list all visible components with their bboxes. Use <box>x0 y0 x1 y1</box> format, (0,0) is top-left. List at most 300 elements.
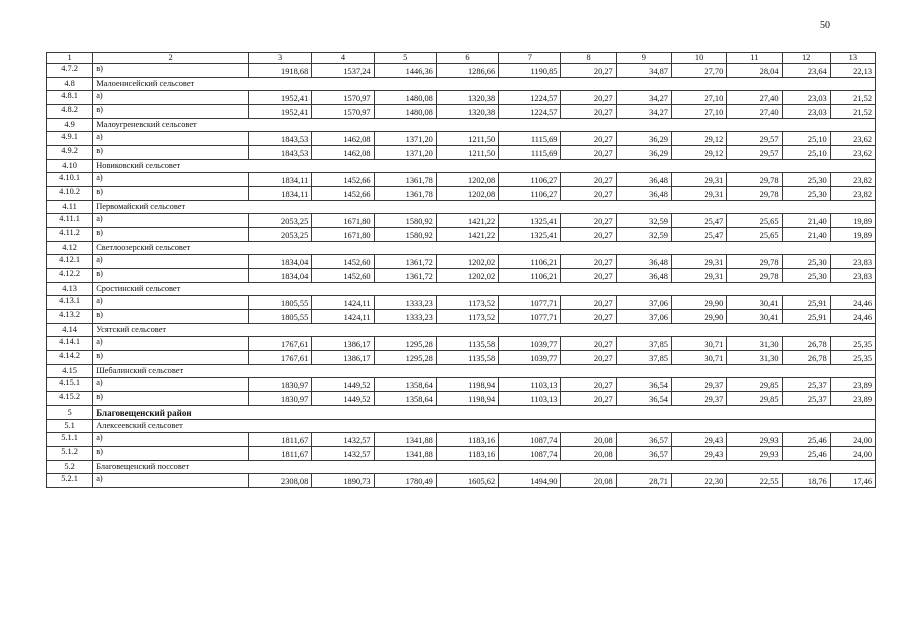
value-cell: 24,46 <box>830 296 875 310</box>
value-cell: 1183,16 <box>436 433 498 447</box>
value-cell: 1605,62 <box>436 474 498 488</box>
row-label: в) <box>93 228 249 242</box>
section-number: 5.2 <box>47 461 93 474</box>
value-cell: 36,57 <box>616 447 671 461</box>
row-label: в) <box>93 310 249 324</box>
value-cell: 29,78 <box>727 255 782 269</box>
value-cell: 36,48 <box>616 187 671 201</box>
value-cell: 29,93 <box>727 433 782 447</box>
column-number: 5 <box>374 53 436 64</box>
value-cell: 30,71 <box>671 337 726 351</box>
value-cell: 1106,27 <box>499 187 561 201</box>
value-cell: 1358,64 <box>374 378 436 392</box>
value-cell: 1843,53 <box>248 132 311 146</box>
value-cell: 20,27 <box>561 310 616 324</box>
value-cell: 1830,97 <box>248 392 311 406</box>
table-row <box>47 187 876 201</box>
section-heading-row <box>47 242 876 255</box>
row-number: 4.11.1 <box>47 214 93 228</box>
value-cell: 37,06 <box>616 296 671 310</box>
value-cell: 1202,02 <box>436 255 498 269</box>
value-cell: 20,27 <box>561 392 616 406</box>
value-cell: 1087,74 <box>499 447 561 461</box>
value-cell: 1361,72 <box>374 269 436 283</box>
section-number: 4.10 <box>47 160 93 173</box>
value-cell: 21,40 <box>782 214 830 228</box>
value-cell: 36,48 <box>616 269 671 283</box>
row-number: 4.15.1 <box>47 378 93 392</box>
section-number: 4.15 <box>47 365 93 378</box>
tariff-table <box>46 52 876 488</box>
column-number: 9 <box>616 53 671 64</box>
column-number: 4 <box>312 53 374 64</box>
value-cell: 1224,57 <box>499 91 561 105</box>
row-label: в) <box>93 146 249 160</box>
value-cell: 1570,97 <box>312 91 374 105</box>
value-cell: 1198,94 <box>436 392 498 406</box>
row-label: а) <box>93 433 249 447</box>
value-cell: 1190,85 <box>499 64 561 78</box>
value-cell: 1386,17 <box>312 351 374 365</box>
value-cell: 1224,57 <box>499 105 561 119</box>
table-row <box>47 392 876 406</box>
table-row <box>47 269 876 283</box>
value-cell: 1580,92 <box>374 214 436 228</box>
value-cell: 29,43 <box>671 433 726 447</box>
value-cell: 23,83 <box>830 255 875 269</box>
value-cell: 1135,58 <box>436 351 498 365</box>
value-cell: 21,52 <box>830 105 875 119</box>
value-cell: 1202,02 <box>436 269 498 283</box>
value-cell: 1286,66 <box>436 64 498 78</box>
section-heading-row <box>47 365 876 378</box>
value-cell: 20,27 <box>561 255 616 269</box>
value-cell: 1106,21 <box>499 255 561 269</box>
value-cell: 29,90 <box>671 310 726 324</box>
value-cell: 1106,27 <box>499 173 561 187</box>
value-cell: 29,12 <box>671 132 726 146</box>
value-cell: 1452,66 <box>312 187 374 201</box>
row-number: 4.10.2 <box>47 187 93 201</box>
table-row <box>47 91 876 105</box>
value-cell: 32,59 <box>616 214 671 228</box>
value-cell: 29,37 <box>671 378 726 392</box>
table-row <box>47 351 876 365</box>
column-number: 8 <box>561 53 616 64</box>
section-number: 5 <box>47 406 93 420</box>
value-cell: 2308,08 <box>248 474 311 488</box>
section-name: Благовещенский поссовет <box>93 461 876 474</box>
value-cell: 1198,94 <box>436 378 498 392</box>
value-cell: 20,27 <box>561 214 616 228</box>
table-row <box>47 146 876 160</box>
row-label: в) <box>93 64 249 78</box>
row-number: 5.1.1 <box>47 433 93 447</box>
value-cell: 21,40 <box>782 228 830 242</box>
value-cell: 25,37 <box>782 378 830 392</box>
section-heading-row <box>47 201 876 214</box>
value-cell: 20,27 <box>561 64 616 78</box>
row-label: в) <box>93 392 249 406</box>
row-label: а) <box>93 91 249 105</box>
value-cell: 1570,97 <box>312 105 374 119</box>
value-cell: 34,87 <box>616 64 671 78</box>
value-cell: 1333,23 <box>374 296 436 310</box>
value-cell: 30,41 <box>727 296 782 310</box>
row-number: 4.12.2 <box>47 269 93 283</box>
value-cell: 1424,11 <box>312 296 374 310</box>
value-cell: 28,71 <box>616 474 671 488</box>
value-cell: 29,57 <box>727 132 782 146</box>
value-cell: 1386,17 <box>312 337 374 351</box>
value-cell: 1480,08 <box>374 105 436 119</box>
value-cell: 20,08 <box>561 447 616 461</box>
row-label: в) <box>93 447 249 461</box>
value-cell: 25,30 <box>782 187 830 201</box>
value-cell: 1106,21 <box>499 269 561 283</box>
value-cell: 1341,88 <box>374 433 436 447</box>
value-cell: 25,10 <box>782 132 830 146</box>
value-cell: 1811,67 <box>248 433 311 447</box>
value-cell: 25,35 <box>830 351 875 365</box>
section-name: Светлоозерский сельсовет <box>93 242 876 255</box>
value-cell: 1452,66 <box>312 173 374 187</box>
row-number: 4.11.2 <box>47 228 93 242</box>
value-cell: 20,08 <box>561 474 616 488</box>
value-cell: 23,82 <box>830 173 875 187</box>
row-number: 4.10.1 <box>47 173 93 187</box>
column-number: 7 <box>499 53 561 64</box>
value-cell: 1432,57 <box>312 447 374 461</box>
value-cell: 37,85 <box>616 351 671 365</box>
value-cell: 25,47 <box>671 228 726 242</box>
value-cell: 1211,50 <box>436 132 498 146</box>
value-cell: 30,71 <box>671 351 726 365</box>
value-cell: 27,70 <box>671 64 726 78</box>
value-cell: 1173,52 <box>436 296 498 310</box>
value-cell: 1039,77 <box>499 337 561 351</box>
section-heading-row <box>47 461 876 474</box>
value-cell: 1361,72 <box>374 255 436 269</box>
value-cell: 23,03 <box>782 91 830 105</box>
value-cell: 36,48 <box>616 255 671 269</box>
row-number: 4.12.1 <box>47 255 93 269</box>
section-heading-row <box>47 324 876 337</box>
value-cell: 1077,71 <box>499 310 561 324</box>
value-cell: 25,46 <box>782 433 830 447</box>
value-cell: 23,89 <box>830 392 875 406</box>
value-cell: 20,27 <box>561 146 616 160</box>
column-number: 2 <box>93 53 249 64</box>
value-cell: 22,13 <box>830 64 875 78</box>
row-number: 4.8.1 <box>47 91 93 105</box>
value-cell: 1371,20 <box>374 146 436 160</box>
section-name: Новиковский сельсовет <box>93 160 876 173</box>
section-heading-row <box>47 119 876 132</box>
value-cell: 34,27 <box>616 105 671 119</box>
row-label: а) <box>93 214 249 228</box>
row-label: а) <box>93 296 249 310</box>
row-label: а) <box>93 255 249 269</box>
value-cell: 30,41 <box>727 310 782 324</box>
value-cell: 1424,11 <box>312 310 374 324</box>
section-number: 4.8 <box>47 78 93 91</box>
value-cell: 20,27 <box>561 105 616 119</box>
value-cell: 29,85 <box>727 378 782 392</box>
column-number-row <box>47 53 876 64</box>
value-cell: 29,43 <box>671 447 726 461</box>
value-cell: 25,30 <box>782 173 830 187</box>
value-cell: 2053,25 <box>248 228 311 242</box>
row-number: 4.15.2 <box>47 392 93 406</box>
section-name: Сростинский сельсовет <box>93 283 876 296</box>
value-cell: 1421,22 <box>436 228 498 242</box>
section-number: 4.9 <box>47 119 93 132</box>
value-cell: 1333,23 <box>374 310 436 324</box>
value-cell: 24,46 <box>830 310 875 324</box>
row-number: 4.9.1 <box>47 132 93 146</box>
value-cell: 1918,68 <box>248 64 311 78</box>
value-cell: 29,93 <box>727 447 782 461</box>
section-name: Первомайский сельсовет <box>93 201 876 214</box>
table-row <box>47 433 876 447</box>
value-cell: 27,40 <box>727 105 782 119</box>
value-cell: 1834,11 <box>248 173 311 187</box>
value-cell: 29,37 <box>671 392 726 406</box>
value-cell: 29,31 <box>671 269 726 283</box>
value-cell: 37,85 <box>616 337 671 351</box>
table-row <box>47 447 876 461</box>
section-heading-row <box>47 283 876 296</box>
section-name: Малоенисейский сельсовет <box>93 78 876 91</box>
value-cell: 36,57 <box>616 433 671 447</box>
value-cell: 1103,13 <box>499 392 561 406</box>
value-cell: 20,27 <box>561 228 616 242</box>
value-cell: 20,27 <box>561 296 616 310</box>
row-number: 4.7.2 <box>47 64 93 78</box>
value-cell: 20,27 <box>561 269 616 283</box>
value-cell: 29,90 <box>671 296 726 310</box>
section-heading-row <box>47 78 876 91</box>
row-label: а) <box>93 132 249 146</box>
value-cell: 26,78 <box>782 351 830 365</box>
value-cell: 29,31 <box>671 255 726 269</box>
section-number: 4.13 <box>47 283 93 296</box>
value-cell: 1805,55 <box>248 310 311 324</box>
value-cell: 25,10 <box>782 146 830 160</box>
value-cell: 1452,60 <box>312 255 374 269</box>
value-cell: 25,91 <box>782 296 830 310</box>
section-name: Малоугреневский сельсовет <box>93 119 876 132</box>
row-label: в) <box>93 187 249 201</box>
district-heading-row <box>47 406 876 420</box>
value-cell: 24,00 <box>830 433 875 447</box>
value-cell: 1462,08 <box>312 132 374 146</box>
section-name: Благовещенский район <box>93 406 876 420</box>
value-cell: 1843,53 <box>248 146 311 160</box>
value-cell: 1183,16 <box>436 447 498 461</box>
table-row <box>47 337 876 351</box>
value-cell: 25,30 <box>782 255 830 269</box>
value-cell: 1480,08 <box>374 91 436 105</box>
value-cell: 1767,61 <box>248 337 311 351</box>
value-cell: 27,10 <box>671 91 726 105</box>
value-cell: 1890,73 <box>312 474 374 488</box>
value-cell: 1325,41 <box>499 228 561 242</box>
value-cell: 1462,08 <box>312 146 374 160</box>
value-cell: 1115,69 <box>499 146 561 160</box>
value-cell: 1103,13 <box>499 378 561 392</box>
table-row <box>47 132 876 146</box>
value-cell: 29,78 <box>727 173 782 187</box>
value-cell: 1834,04 <box>248 269 311 283</box>
value-cell: 25,91 <box>782 310 830 324</box>
row-number: 4.14.1 <box>47 337 93 351</box>
row-label: в) <box>93 269 249 283</box>
value-cell: 25,37 <box>782 392 830 406</box>
value-cell: 1805,55 <box>248 296 311 310</box>
value-cell: 1446,36 <box>374 64 436 78</box>
value-cell: 23,83 <box>830 269 875 283</box>
value-cell: 1537,24 <box>312 64 374 78</box>
value-cell: 20,27 <box>561 378 616 392</box>
column-number: 13 <box>830 53 875 64</box>
row-number: 4.9.2 <box>47 146 93 160</box>
value-cell: 31,30 <box>727 337 782 351</box>
value-cell: 23,62 <box>830 146 875 160</box>
value-cell: 1449,52 <box>312 378 374 392</box>
value-cell: 25,65 <box>727 228 782 242</box>
value-cell: 29,57 <box>727 146 782 160</box>
row-number: 5.2.1 <box>47 474 93 488</box>
value-cell: 21,52 <box>830 91 875 105</box>
value-cell: 28,04 <box>727 64 782 78</box>
value-cell: 1135,58 <box>436 337 498 351</box>
row-label: в) <box>93 105 249 119</box>
section-heading-row <box>47 160 876 173</box>
value-cell: 23,82 <box>830 187 875 201</box>
value-cell: 1087,74 <box>499 433 561 447</box>
value-cell: 1320,38 <box>436 105 498 119</box>
value-cell: 1077,71 <box>499 296 561 310</box>
value-cell: 1295,28 <box>374 351 436 365</box>
column-number: 3 <box>248 53 311 64</box>
value-cell: 37,06 <box>616 310 671 324</box>
value-cell: 25,35 <box>830 337 875 351</box>
value-cell: 25,46 <box>782 447 830 461</box>
table-row <box>47 378 876 392</box>
value-cell: 32,59 <box>616 228 671 242</box>
row-number: 4.13.1 <box>47 296 93 310</box>
section-heading-row <box>47 420 876 433</box>
value-cell: 1202,08 <box>436 173 498 187</box>
value-cell: 20,27 <box>561 351 616 365</box>
value-cell: 36,29 <box>616 146 671 160</box>
value-cell: 1361,78 <box>374 187 436 201</box>
value-cell: 1361,78 <box>374 173 436 187</box>
value-cell: 25,65 <box>727 214 782 228</box>
value-cell: 1173,52 <box>436 310 498 324</box>
value-cell: 20,08 <box>561 433 616 447</box>
value-cell: 27,40 <box>727 91 782 105</box>
table-row <box>47 310 876 324</box>
value-cell: 29,31 <box>671 173 726 187</box>
value-cell: 19,89 <box>830 214 875 228</box>
value-cell: 36,54 <box>616 392 671 406</box>
value-cell: 1671,80 <box>312 228 374 242</box>
value-cell: 1421,22 <box>436 214 498 228</box>
value-cell: 23,03 <box>782 105 830 119</box>
column-number: 1 <box>47 53 93 64</box>
value-cell: 29,12 <box>671 146 726 160</box>
column-number: 10 <box>671 53 726 64</box>
value-cell: 23,62 <box>830 132 875 146</box>
value-cell: 20,27 <box>561 173 616 187</box>
value-cell: 1320,38 <box>436 91 498 105</box>
table-row <box>47 474 876 488</box>
value-cell: 27,10 <box>671 105 726 119</box>
row-label: а) <box>93 173 249 187</box>
section-number: 4.11 <box>47 201 93 214</box>
table-row <box>47 255 876 269</box>
section-number: 4.12 <box>47 242 93 255</box>
value-cell: 29,85 <box>727 392 782 406</box>
section-name: Шебалинский сельсовет <box>93 365 876 378</box>
value-cell: 1358,64 <box>374 392 436 406</box>
value-cell: 1371,20 <box>374 132 436 146</box>
row-label: в) <box>93 351 249 365</box>
table-row <box>47 64 876 78</box>
value-cell: 26,78 <box>782 337 830 351</box>
value-cell: 1341,88 <box>374 447 436 461</box>
value-cell: 1834,11 <box>248 187 311 201</box>
value-cell: 1432,57 <box>312 433 374 447</box>
value-cell: 1811,67 <box>248 447 311 461</box>
value-cell: 34,27 <box>616 91 671 105</box>
value-cell: 1449,52 <box>312 392 374 406</box>
value-cell: 36,54 <box>616 378 671 392</box>
section-number: 4.14 <box>47 324 93 337</box>
row-label: а) <box>93 474 249 488</box>
table-row <box>47 105 876 119</box>
value-cell: 25,47 <box>671 214 726 228</box>
section-name: Алексеевский сельсовет <box>93 420 876 433</box>
value-cell: 19,89 <box>830 228 875 242</box>
value-cell: 22,30 <box>671 474 726 488</box>
value-cell: 1671,80 <box>312 214 374 228</box>
value-cell: 1115,69 <box>499 132 561 146</box>
value-cell: 20,27 <box>561 132 616 146</box>
value-cell: 1952,41 <box>248 91 311 105</box>
row-number: 4.8.2 <box>47 105 93 119</box>
value-cell: 20,27 <box>561 337 616 351</box>
table-row <box>47 173 876 187</box>
value-cell: 29,78 <box>727 269 782 283</box>
value-cell: 23,89 <box>830 378 875 392</box>
value-cell: 1580,92 <box>374 228 436 242</box>
row-number: 5.1.2 <box>47 447 93 461</box>
value-cell: 1295,28 <box>374 337 436 351</box>
value-cell: 25,30 <box>782 269 830 283</box>
page-number: 50 <box>820 20 830 31</box>
value-cell: 29,31 <box>671 187 726 201</box>
table-row <box>47 296 876 310</box>
value-cell: 24,00 <box>830 447 875 461</box>
value-cell: 1767,61 <box>248 351 311 365</box>
value-cell: 22,55 <box>727 474 782 488</box>
section-name: Усятский сельсовет <box>93 324 876 337</box>
value-cell: 36,29 <box>616 132 671 146</box>
